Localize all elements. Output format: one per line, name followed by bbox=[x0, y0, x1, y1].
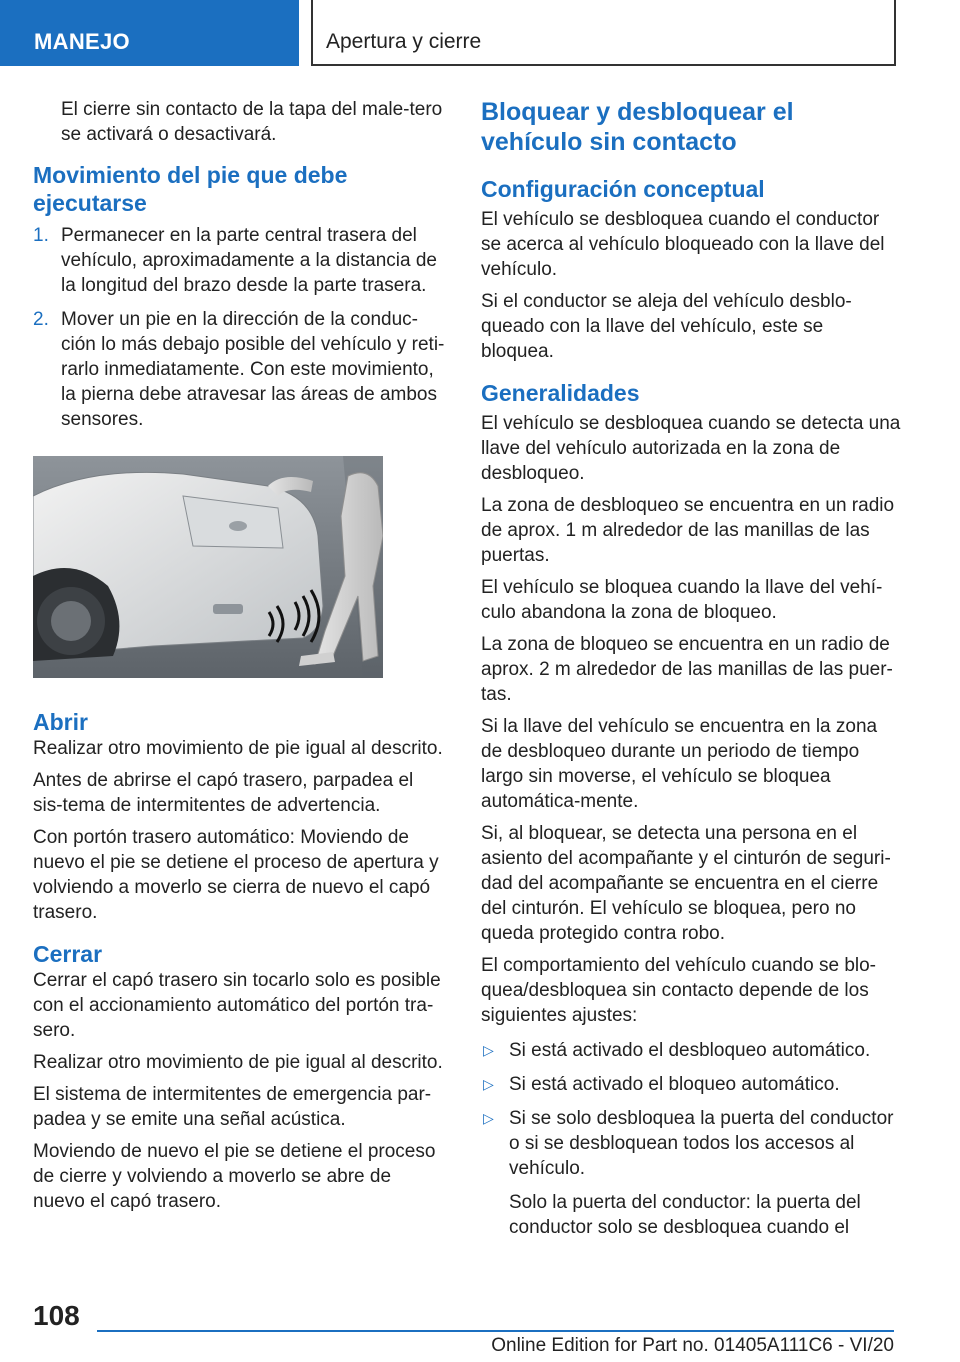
concept-paragraph: El vehículo se desbloquea cuando el conductor se acerca al vehículo bloqueado con la llave del vehículo. bbox=[481, 209, 885, 280]
settings-item-text: Si está activado el desbloqueo automático. bbox=[509, 1040, 871, 1061]
settings-item-text: Si está activado el bloqueo automático. bbox=[509, 1074, 840, 1095]
open-paragraph: Con portón trasero automático: Moviendo de nuevo el pie se detiene el proceso de apertura y volviendo a moverlo se cierra de nuevo el capó trasero. bbox=[33, 827, 439, 923]
close-heading: Cerrar bbox=[33, 941, 103, 967]
close-paragraph: El sistema de intermitentes de emergencia par-padea y se emite una señal acústica. bbox=[33, 1084, 432, 1130]
right-column bbox=[481, 97, 901, 1247]
step-item bbox=[33, 307, 448, 432]
steps-list bbox=[33, 223, 448, 432]
general-paragraph: Si la llave del vehículo se encuentra en la zona de desbloqueo durante un periodo de tiempo largo sin moverse, el vehículo se bloquea automática-mente. bbox=[481, 716, 878, 812]
triangle-right-icon: ▷ bbox=[483, 1076, 494, 1092]
general-paragraph: El vehículo se desbloquea cuando se detecta una llave del vehículo autorizada en la zona de desbloqueo. bbox=[481, 413, 901, 484]
left-column bbox=[33, 97, 448, 1221]
edition-text: Online Edition for Part no. 01405A111C6 - VI/20 bbox=[491, 1335, 894, 1356]
settings-list-item bbox=[481, 1072, 901, 1097]
close-paragraph: Moviendo de nuevo el pie se detiene el proceso de cierre y volviendo a moverlo se abre de nuevo el capó trasero. bbox=[33, 1141, 436, 1212]
settings-item-text: Si se solo desbloquea la puerta del conductor o si se desbloquean todos los accesos al vehículo. bbox=[509, 1108, 894, 1179]
triangle-right-icon: ▷ bbox=[483, 1110, 494, 1126]
car-rear-foot-illustration bbox=[33, 456, 383, 678]
settings-list-item bbox=[481, 1106, 901, 1181]
close-paragraph: Realizar otro movimiento de pie igual al descrito. bbox=[33, 1052, 443, 1073]
foot-movement-heading: Movimiento del pie que debe ejecutarse bbox=[33, 162, 348, 216]
foot-gesture-illustration bbox=[33, 456, 383, 678]
bullet-subtext: Solo la puerta del conductor: la puerta del conductor solo se desbloquea cuando el bbox=[509, 1192, 861, 1238]
triangle-right-icon: ▷ bbox=[483, 1042, 494, 1058]
footer-rule bbox=[97, 1330, 894, 1332]
general-paragraph: El comportamiento del vehículo cuando se blo-quea/desbloquea sin contacto depende de los siguientes ajustes: bbox=[481, 955, 877, 1026]
settings-list-item bbox=[481, 1038, 901, 1063]
general-paragraph: La zona de bloqueo se encuentra en un radio de aprox. 2 m alrededor de las manillas de las puer-tas. bbox=[481, 634, 893, 705]
general-heading: Generalidades bbox=[481, 380, 640, 406]
header-section-label: MANEJO bbox=[34, 29, 130, 54]
general-paragraph: La zona de desbloqueo se encuentra en un radio de aprox. 1 m alrededor de las manillas de las puertas. bbox=[481, 495, 895, 566]
open-heading: Abrir bbox=[33, 709, 88, 735]
general-paragraph: Si, al bloquear, se detecta una persona en el asiento del acompañante y el cinturón de seguri-dad del acompañante se encuentra en el cierre del cinturón. El vehículo se bloquea, pero no queda protegido contra robo. bbox=[481, 823, 891, 944]
step-item bbox=[33, 223, 448, 298]
header-section-tab bbox=[0, 0, 299, 66]
header-chapter-label: Apertura y cierre bbox=[326, 30, 482, 53]
open-paragraph: Antes de abrirse el capó trasero, parpadea el sis-tema de intermitentes de advertencia. bbox=[33, 770, 414, 816]
settings-list bbox=[481, 1038, 901, 1181]
concept-paragraph: Si el conductor se aleja del vehículo desblo-queado con la llave del vehículo, este se bloquea. bbox=[481, 291, 852, 362]
concept-heading: Configuración conceptual bbox=[481, 176, 765, 202]
step-text: Permanecer en la parte central trasera del vehículo, aproximadamente a la distancia de la longitud del brazo desde la parte trasera. bbox=[61, 225, 438, 296]
step-number: 1. bbox=[33, 225, 49, 246]
main-heading: Bloquear y desbloquear el vehículo sin contacto bbox=[481, 98, 794, 156]
intro-paragraph: El cierre sin contacto de la tapa del male-tero se activará o desactivará. bbox=[61, 99, 443, 145]
header-chapter-box bbox=[311, 0, 896, 66]
general-paragraph: El vehículo se bloquea cuando la llave del vehí-culo abandona la zona de bloqueo. bbox=[481, 577, 883, 623]
open-paragraph: Realizar otro movimiento de pie igual al descrito. bbox=[33, 738, 443, 759]
close-paragraph: Cerrar el capó trasero sin tocarlo solo es posible con el accionamiento automático del portón tra-sero. bbox=[33, 970, 441, 1041]
page-number: 108 bbox=[33, 1300, 80, 1331]
step-text: Mover un pie en la dirección de la conduc-ción lo más debajo posible del vehículo y reti-rarlo inmediatamente. Con este movimiento, la pierna debe atravesar las áreas de ambos sensores. bbox=[61, 309, 445, 430]
step-number: 2. bbox=[33, 309, 49, 330]
